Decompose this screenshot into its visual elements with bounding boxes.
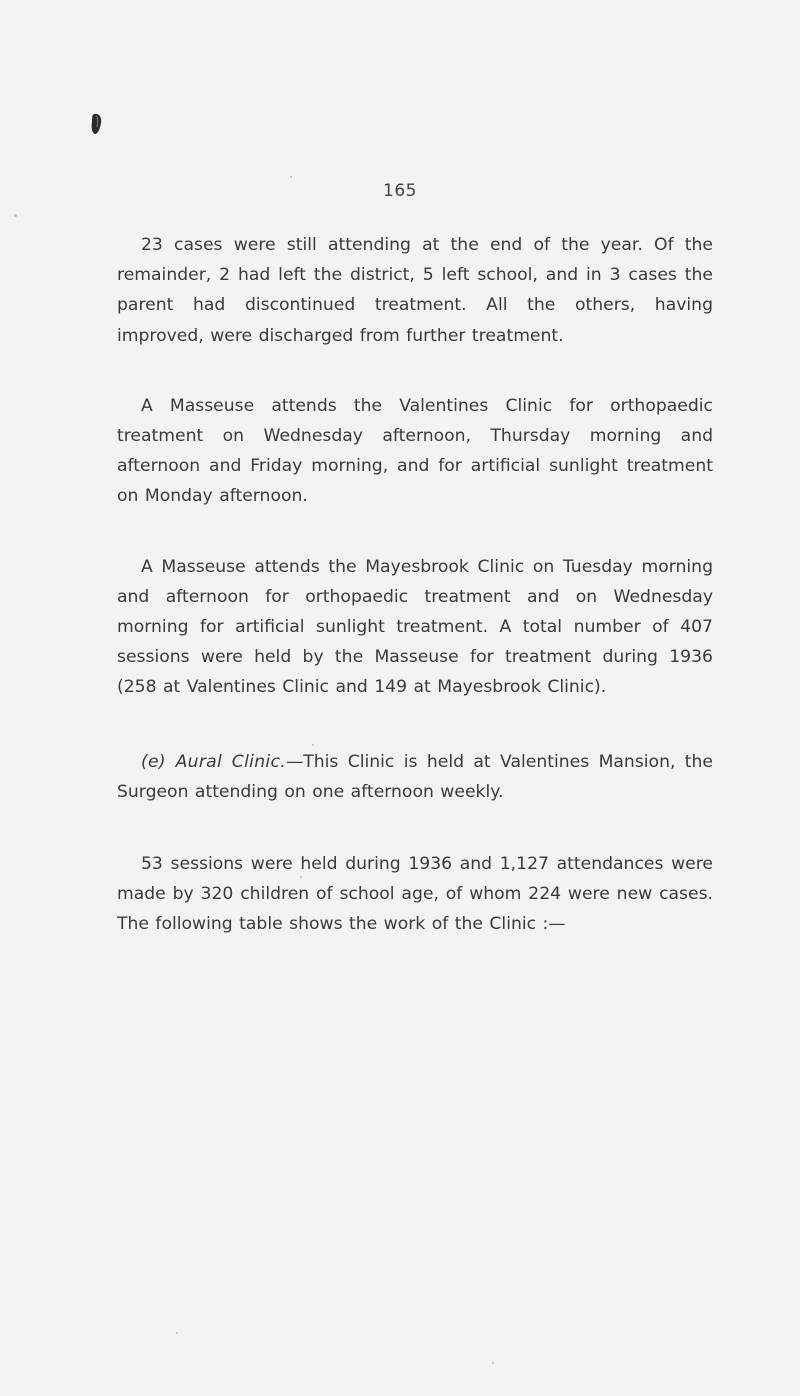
paper-speck	[492, 1362, 494, 1364]
paper-speck	[290, 176, 292, 178]
paragraph-valentines-masseuse: A Masseuse attends the Valentines Clinic for orthopaedic treatment on Wednesday afternoon, Thursday morning and afternoon and Friday morning, and for artificial sunlight treatment on Monday afternoon.	[117, 395, 713, 507]
paragraph-attendance-outcome: 23 cases were still attending at the end of the year. Of the remainder, 2 had left the district, 5 left school, and in 3 cases the parent had discontinued treatment. All the others, having improved, were discharged from further treatment.	[117, 235, 713, 346]
paper-speck	[14, 214, 17, 217]
paper-speck	[176, 1332, 178, 1334]
ink-blot-mark	[90, 113, 104, 135]
aural-clinic-heading: (e) Aural Clinic.	[141, 751, 287, 772]
paragraph-aural-clinic	[117, 747, 713, 807]
aural-clinic-text: —This Clinic is held at Valentines Mansion, the Surgeon attending on one afternoon weekly.	[117, 751, 714, 802]
body-text	[117, 230, 713, 980]
page-number: 165	[383, 181, 417, 201]
paragraph-aural-sessions: 53 sessions were held during 1936 and 1,127 attendances were made by 320 children of school age, of whom 224 were new cases. The following table shows the work of the Clinic :—	[117, 854, 713, 935]
paragraph-mayesbrook-masseuse: A Masseuse attends the Mayesbrook Clinic on Tuesday morning and afternoon for orthopaedic treatment and on Wednesday morning for artificial sunlight treatment. A total number of 407 sessions were held by the Masseuse for treatment during 1936 (258 at Valentines Clinic and 149 at Mayesbrook Clinic).	[117, 556, 713, 698]
